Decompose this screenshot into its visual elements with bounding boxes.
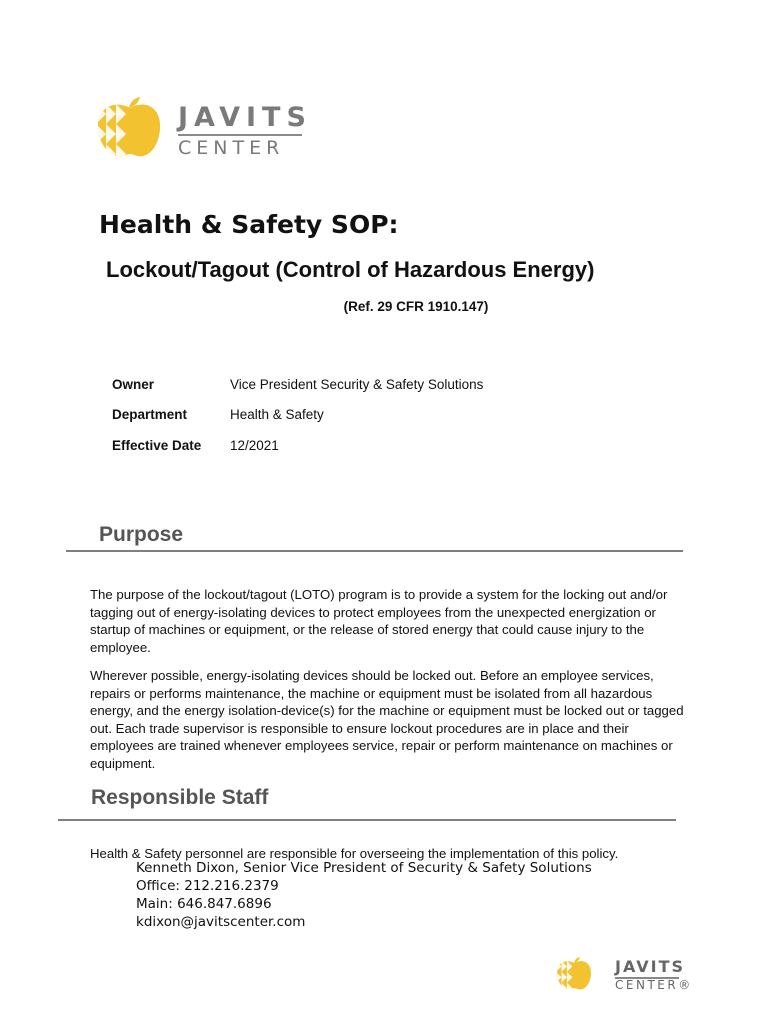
owner-value: Vice President Security & Safety Solutions — [230, 377, 484, 392]
department-value: Health & Safety — [230, 407, 324, 422]
contact-name: Kenneth Dixon, Senior Vice President of Security & Safety Solutions — [136, 860, 592, 876]
purpose-heading: Purpose — [99, 523, 184, 546]
responsible-divider — [58, 819, 676, 821]
regulation-reference: (Ref. 29 CFR 1910.147) — [343, 299, 489, 314]
meta-row-department — [112, 407, 324, 422]
meta-row-owner — [112, 377, 483, 392]
department-label: Department — [112, 407, 188, 422]
contact-email[interactable]: kdixon@javitscenter.com — [136, 914, 306, 930]
owner-label: Owner — [112, 377, 155, 392]
brand-name-line-2: CENTER — [178, 137, 285, 159]
purpose-divider — [66, 550, 683, 552]
javits-footer-logo-icon — [556, 954, 592, 994]
meta-row-effective-date — [112, 438, 279, 453]
page-title: Health & Safety SOP: — [99, 210, 399, 239]
page-subtitle: Lockout/Tagout (Control of Hazardous Energy) — [106, 257, 595, 282]
effective-date-label: Effective Date — [112, 438, 202, 453]
purpose-paragraph-2: Wherever possible, energy-isolating devices should be locked out. Before an employee services, repairs or performs maintenance, the machine or equipment must be isolated from all hazardous energy, and the energy isolation-device(s) for the machine or equipment must be locked out or tagged out. Each trade supervisor is responsible to ensure lockout procedures are in place and their employees are trained whenever employees service, repair or perform maintenance on machines or equipment. — [90, 668, 684, 771]
footer-brand-line-2: CENTER® — [615, 978, 693, 992]
contact-office-phone: Office: 212.216.2379 — [136, 878, 279, 894]
logo-divider — [178, 134, 302, 136]
brand-name-line-1: JAVITS — [178, 102, 312, 133]
effective-date-value: 12/2021 — [230, 438, 279, 453]
responsible-intro: Health & Safety personnel are responsible for overseeing the implementation of this policy. — [90, 846, 619, 861]
responsible-staff-heading: Responsible Staff — [91, 786, 269, 809]
footer-brand-line-1: JAVITS — [615, 957, 686, 976]
purpose-paragraph-1: The purpose of the lockout/tagout (LOTO) program is to provide a system for the locking out and/or tagging out of energy-isolating devices to protect employees from the unexpected energization or startup of machines or equipment, or the release of stored energy that could cause injury to the employee. — [90, 587, 668, 655]
contact-main-phone: Main: 646.847.6896 — [136, 896, 272, 912]
